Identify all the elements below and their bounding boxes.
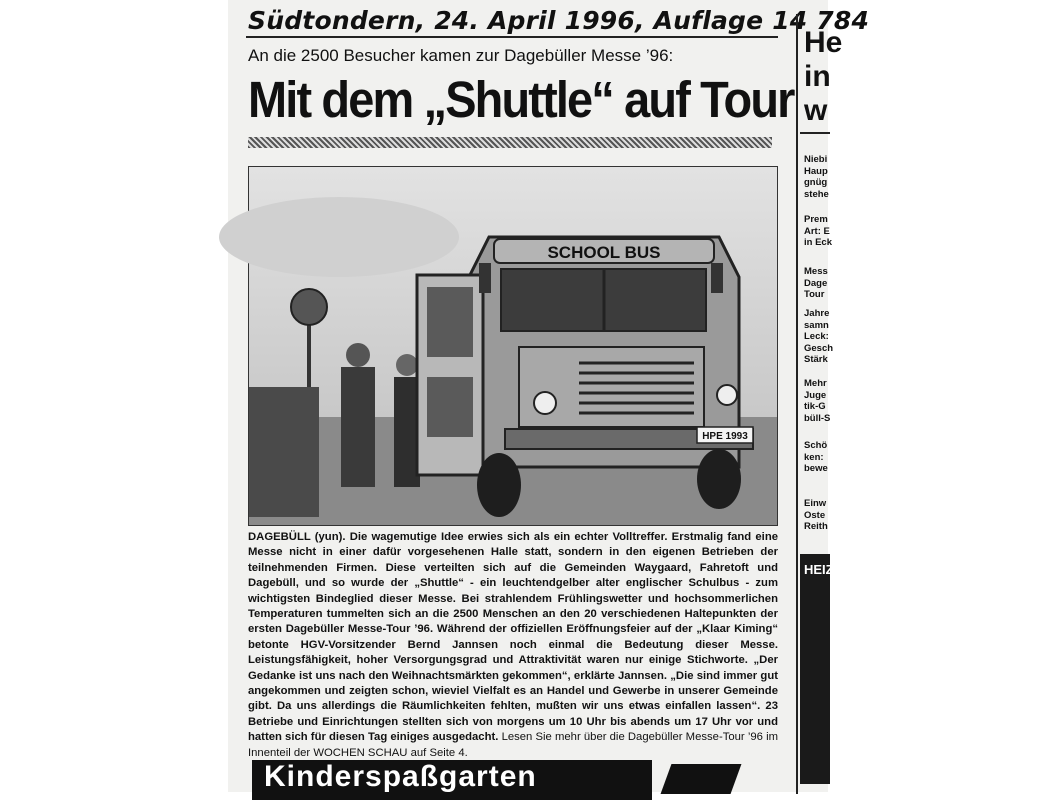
adjacent-ad-title: HEIZ [804, 562, 834, 577]
bus-sign: SCHOOL BUS [547, 243, 661, 262]
adjacent-item: Mess Dage Tour [804, 266, 828, 300]
adjacent-item: Jahre samn Leck: Gesch Stärk [804, 308, 834, 365]
adjacent-rule [800, 132, 830, 134]
school-bus-illustration [249, 167, 777, 525]
headline: Mit dem „Shuttle“ auf Tour [248, 71, 794, 128]
adjacent-headline: He in w [804, 26, 843, 127]
dateline: DAGEBÜLL (yun). [248, 531, 346, 543]
bus-photo [248, 166, 778, 526]
article-tail: Lesen Sie mehr über die Dagebüller Messe-Tour ’96 im Innenteil der WOCHEN SCHAU auf Seite 4. [248, 731, 779, 759]
adjacent-item: Mehr Juge tik-G büll-S [804, 378, 831, 424]
article-body [248, 530, 778, 761]
footer-logo-mark [661, 764, 742, 794]
masthead-rule [246, 36, 778, 38]
adjacent-ad-box [800, 554, 834, 784]
adjacent-column [796, 14, 843, 794]
article-text: Die wagemutige Idee erwies sich als ein echter Volltreffer. Erstmalig fand eine Messe nicht in einer dafür vorgesehenen Halle statt, sondern in den eigenen Betrieben der teilnehmenden Firmen. Diese verteilten sich auf die Gemeinden Waygaard, Fahretoft und Dagebüll, und so wurde der „Shuttle“ - ein leuchtendgelber alter englischer Schulbus - zum wichtigsten Bindeglied dieser Messe. Bei strahlendem Frühlingswetter und hochsommerlichen Temperaturen tummelten sich an die 2500 Menschen an den 20 verschiedenen Haltepunkten der ersten Dagebüller Messe-Tour ’96. Während der offiziellen Eröffnungsfeier auf der „Klaar Kiming“ betonte HGV-Vorsitzender Bernd Jannsen noch einmal die Bedeutung dieser Messe. Leistungsfähigkeit, hoher Versorgungsgrad und Attraktivität waren nur einige Stichworte. „Der Gedanke ist uns nach den Weihnachtsmärkten gekommen“, erklärte Jannsen. „Die sind immer gut angekommen und zeigten schon, wieviel Vielfalt es an Handel und Gewerbe in unserer Gemeinde gibt. Da uns allerdings die Räumlichkeiten fehlten, mußten wir uns etwas einfallen lassen“. 23 Betriebe und Einrichtungen stellten sich von morgens um 10 Uhr bis abends um 17 Uhr vor und hatten sich für diesen Tag einiges ausgedacht. [248, 531, 779, 744]
adjacent-item: Niebi Haup gnüg stehe [804, 154, 829, 200]
kicker-line: An die 2500 Besucher kamen zur Dagebüller Messe ’96: [248, 46, 674, 65]
hatched-divider [248, 137, 772, 148]
adjacent-item: Schö ken: bewe [804, 440, 828, 474]
masthead: Südtondern, 24. April 1996, Auflage 14 784 [248, 6, 870, 35]
newspaper-clipping [228, 0, 870, 793]
adjacent-item: Einw Oste Reith [804, 498, 828, 532]
license-plate: HPE 1993 [702, 431, 748, 442]
adjacent-item: Prem Art: E in Eck [804, 214, 832, 248]
footer-banner: Kinderspaßgarten [264, 760, 537, 793]
